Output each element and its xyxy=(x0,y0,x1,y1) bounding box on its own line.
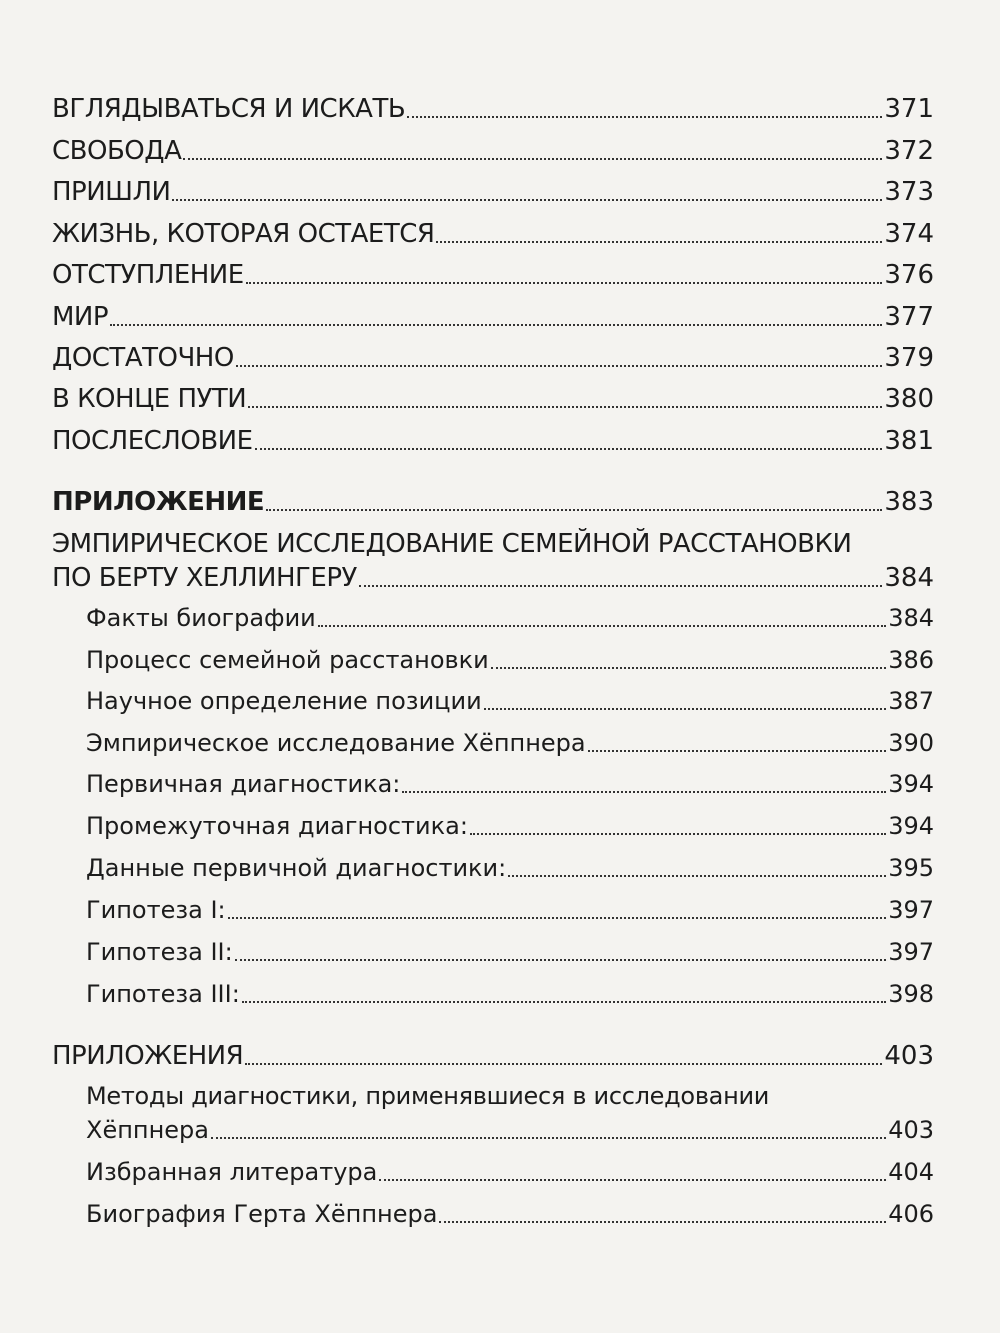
toc-entry-page: 380 xyxy=(884,384,934,414)
toc-entry-title: ДОСТАТОЧНО xyxy=(52,343,234,373)
toc-subentry xyxy=(86,648,934,672)
dot-leader xyxy=(228,900,887,919)
dot-leader xyxy=(436,223,882,243)
toc-subentry xyxy=(86,1160,934,1184)
toc-entry-title-line2: ПО БЕРТУ ХЕЛЛИНГЕРУ xyxy=(52,563,357,593)
toc-subentry xyxy=(86,856,934,880)
toc-entry-title: Биография Герта Хёппнера xyxy=(86,1200,438,1228)
toc-subentry xyxy=(86,731,934,755)
toc-entry-title-line1: ЭМПИРИЧЕСКОЕ ИССЛЕДОВАНИЕ СЕМЕЙНОЙ РАССТАНОВКИ xyxy=(52,529,852,559)
toc-entry-title: Гипотеза II: xyxy=(86,938,233,966)
toc-entry-title: Первичная диагностика: xyxy=(86,770,401,798)
toc-subentry-title-line1: Методы диагностики, применявшиеся в исследовании xyxy=(86,1082,770,1110)
toc-entry-page: 381 xyxy=(884,426,934,456)
toc-entry-title: ВГЛЯДЫВАТЬСЯ И ИСКАТЬ xyxy=(52,94,406,124)
toc-entry-page: 372 xyxy=(884,136,934,166)
dot-leader xyxy=(242,984,886,1003)
toc-subentry xyxy=(86,940,934,964)
toc-entry-page: 387 xyxy=(888,687,934,715)
toc-entry-page: 394 xyxy=(888,770,934,798)
toc-entry-title: СВОБОДА xyxy=(52,136,182,166)
toc-subentry xyxy=(86,814,934,838)
dot-leader xyxy=(470,816,886,835)
toc-entry xyxy=(52,179,934,205)
dot-leader xyxy=(235,942,886,961)
toc-entry-page: 376 xyxy=(884,260,934,290)
dot-leader xyxy=(379,1162,886,1181)
dot-leader xyxy=(248,388,882,408)
toc-entry-page: 404 xyxy=(888,1158,934,1186)
toc-entry-title: Промежуточная диагностика: xyxy=(86,812,468,840)
dot-leader xyxy=(236,347,883,367)
toc-entry-page: 371 xyxy=(884,94,934,124)
toc-entry-page: 374 xyxy=(884,219,934,249)
dot-leader xyxy=(407,98,882,118)
toc-entry-page: 379 xyxy=(884,343,934,373)
dot-leader xyxy=(245,1045,882,1065)
toc-entry-title: Данные первичной диагностики: xyxy=(86,854,507,882)
dot-leader xyxy=(588,733,887,752)
toc-subentry xyxy=(86,606,934,630)
toc-entry xyxy=(52,565,934,591)
dot-leader xyxy=(491,650,886,669)
toc-entry-title: Факты биографии xyxy=(86,604,316,632)
toc-entry-page: 390 xyxy=(888,729,934,757)
toc-entry-title: Избранная литература xyxy=(86,1158,378,1186)
dot-leader xyxy=(246,264,883,284)
toc-entry-page: 394 xyxy=(888,812,934,840)
dot-leader xyxy=(110,306,882,326)
toc-entry xyxy=(52,1043,934,1069)
toc-entry-title: В КОНЦЕ ПУТИ xyxy=(52,384,247,414)
toc-entry-page: 384 xyxy=(884,563,934,593)
dot-leader xyxy=(183,140,882,160)
toc-entry-page: 373 xyxy=(884,177,934,207)
toc-subentry xyxy=(86,772,934,796)
dot-leader xyxy=(508,858,886,877)
toc-subentry xyxy=(86,1202,934,1226)
toc-entry-section xyxy=(52,489,934,515)
toc-entry-page: 406 xyxy=(888,1200,934,1228)
toc-entry-title: Гипотеза I: xyxy=(86,896,226,924)
dot-leader xyxy=(359,567,882,587)
toc-entry-title: ПРИЛОЖЕНИЕ xyxy=(52,487,265,517)
toc-subentry xyxy=(86,689,934,713)
toc-entry-title: Научное определение позиции xyxy=(86,687,482,715)
toc-entry-page: 403 xyxy=(888,1116,934,1144)
toc-entry-page: 395 xyxy=(888,854,934,882)
toc-entry-page: 383 xyxy=(884,487,934,517)
dot-leader xyxy=(211,1120,886,1139)
toc-entry xyxy=(52,304,934,330)
toc-entry-title: ЖИЗНЬ, КОТОРАЯ ОСТАЕТСЯ xyxy=(52,219,435,249)
toc-entry-page: 386 xyxy=(888,646,934,674)
toc-subentry xyxy=(86,982,934,1006)
dot-leader xyxy=(318,608,886,627)
toc-entry-title: ПРИЛОЖЕНИЯ xyxy=(52,1041,244,1071)
toc-entry xyxy=(52,262,934,288)
dot-leader xyxy=(439,1204,886,1223)
toc-entry-page: 398 xyxy=(888,980,934,1008)
toc-entry xyxy=(52,96,934,122)
dot-leader xyxy=(484,691,886,710)
toc-entry xyxy=(52,221,934,247)
toc-entry-title: Процесс семейной расстановки xyxy=(86,646,489,674)
dot-leader xyxy=(266,491,882,511)
toc-subentry xyxy=(86,1118,934,1142)
toc-entry-page: 403 xyxy=(884,1041,934,1071)
toc-entry-page: 384 xyxy=(888,604,934,632)
toc-entry-title: ОТСТУПЛЕНИЕ xyxy=(52,260,244,290)
dot-leader xyxy=(402,774,886,793)
toc-entry-title: Эмпирическое исследование Хёппнера xyxy=(86,729,586,757)
toc-entry xyxy=(52,428,934,454)
dot-leader xyxy=(255,430,883,450)
toc-entry-page: 377 xyxy=(884,302,934,332)
toc-entry-title: ПОСЛЕСЛОВИЕ xyxy=(52,426,253,456)
toc-entry xyxy=(52,345,934,371)
toc-entry-title: МИР xyxy=(52,302,109,332)
toc-entry xyxy=(52,138,934,164)
toc-entry xyxy=(52,386,934,412)
toc-entry-title: Гипотеза III: xyxy=(86,980,240,1008)
toc-entry-title-line2: Хёппнера xyxy=(86,1116,209,1144)
toc-entry-title: ПРИШЛИ xyxy=(52,177,171,207)
toc-subentry xyxy=(86,898,934,922)
toc-entry-page: 397 xyxy=(888,938,934,966)
dot-leader xyxy=(172,181,882,201)
toc-entry-page: 397 xyxy=(888,896,934,924)
